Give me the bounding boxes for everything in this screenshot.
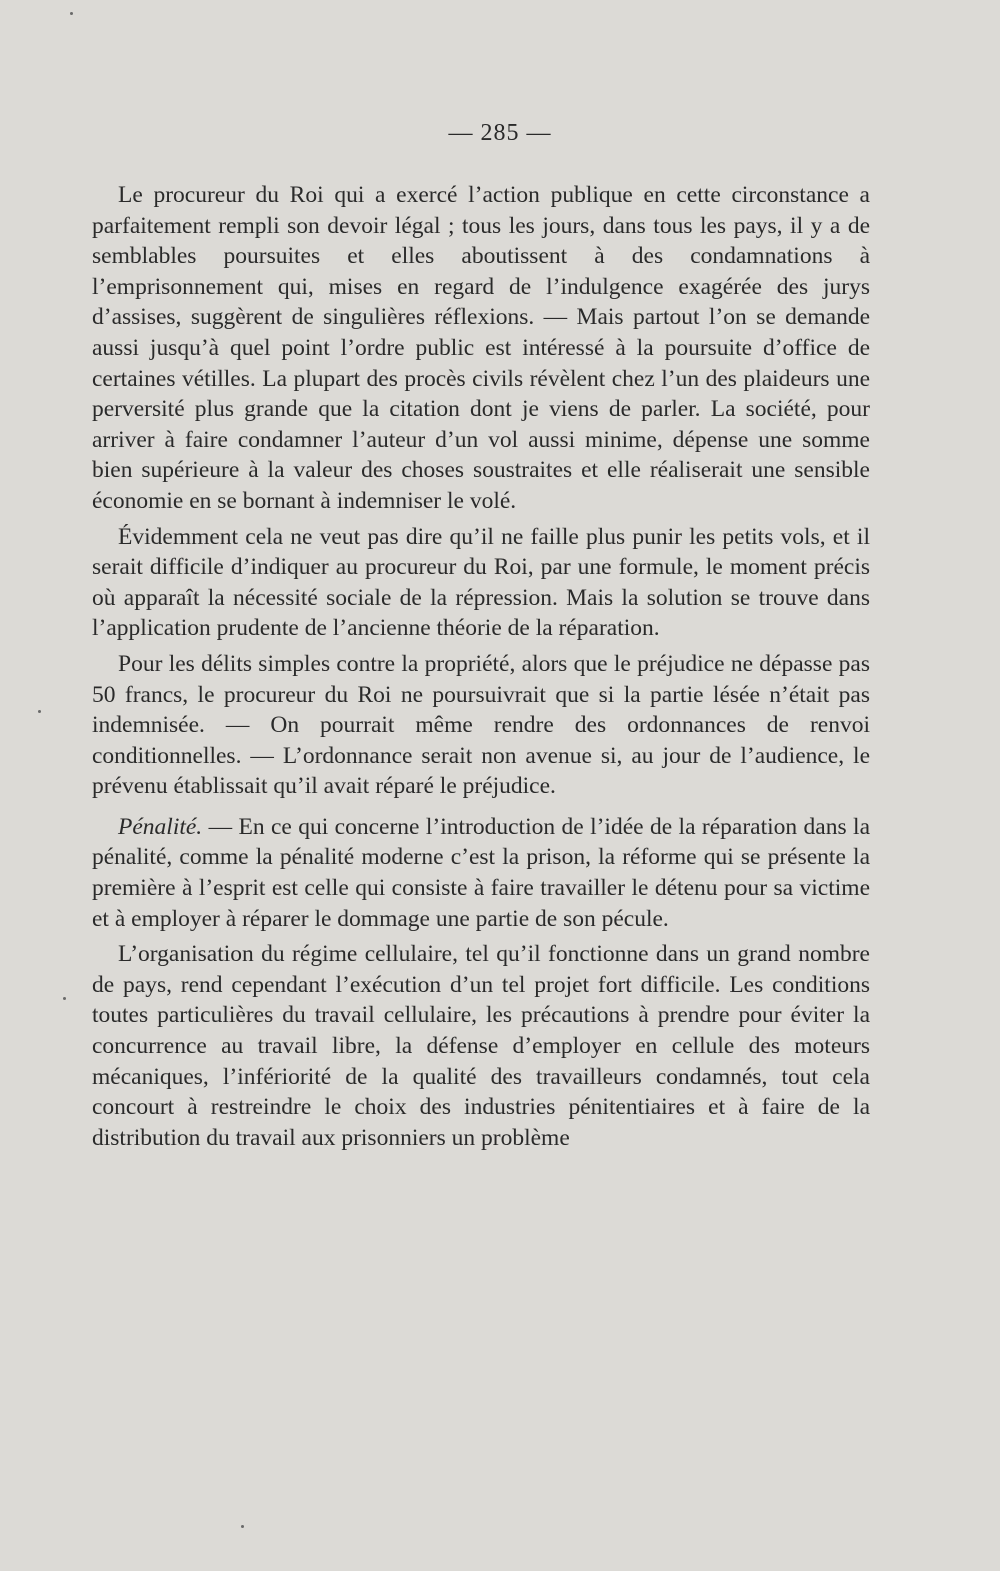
paragraph: Pour les délits simples contre la propriété, alors que le préjudice ne dépasse pas 50 francs, le procureur du Roi ne poursuivrait que si la partie lésée n’était pas indemnisée. — On pourrait même rendre des ordonnances de renvoi conditionnelles. — L’ordonnance serait non avenue si, au jour de l’audience, le prévenu établissait qu’il avait réparé le préjudice. [92, 650, 870, 800]
page-body [92, 180, 870, 1158]
section-lead: Pénalité. [118, 813, 203, 840]
paragraph: Le procureur du Roi qui a exercé l’action publique en cette circonstance a parfaitement rempli son devoir légal ; tous les jours, dans tous les pays, il y a de semblables poursuites et elles aboutissent à des condamnations à l’emprisonnement qui, mises en regard de l’indulgence exagérée des jurys d’assises, suggèrent de singulières réflexions. — Mais partout l’on se demande aussi jusqu’à quel point l’ordre public est intéressé à la poursuite d’office de certaines vétilles. La plupart des procès civils révèlent chez l’un des plaideurs une perversité plus grande que la citation dont je viens de parler. La société, pour arriver à faire condamner l’auteur d’un vol aussi minime, dépense une somme bien supérieure à la valeur des choses soustraites et elle réaliserait une sensible économie en se bornant à indemniser le volé. [92, 182, 870, 514]
paragraph: L’organisation du régime cellulaire, tel qu’il fonctionne dans un grand nombre de pays, rend cependant l’exécution d’un tel projet fort difficile. Les conditions toutes particulières du travail cellulaire, les précautions à prendre pour éviter la concurrence au travail libre, la défense d’employer en cellule des moteurs mécaniques, l’infériorité de la qualité des travailleurs condamnés, tout cela concourt à restreindre le choix des industries pénitentiaires et à faire de la distribution du travail aux prisonniers un problème [92, 941, 870, 1151]
paper-speck [70, 12, 73, 15]
paragraph-text: — En ce qui concerne l’introduction de l’idée de la réparation dans la pénalité, comme la pénalité moderne c’est la prison, la réforme qui se présente la première à l’esprit est celle qui consiste à faire travailler le détenu pour sa victime et à employer à réparer le dommage une partie de son pécule. [92, 813, 870, 932]
paragraph: Évidemment cela ne veut pas dire qu’il ne faille plus punir les petits vols, et il serait difficile d’indiquer au procureur du Roi, par une formule, le moment précis où apparaît la nécessité sociale de la répression. Mais la solution se trouve dans l’application prudente de l’ancienne théorie de la réparation. [92, 523, 870, 642]
page-number: — 285 — [448, 120, 552, 146]
paragraph [92, 812, 870, 934]
paper-speck [38, 710, 41, 713]
paper-speck [63, 997, 66, 1000]
paper-speck [241, 1525, 244, 1528]
